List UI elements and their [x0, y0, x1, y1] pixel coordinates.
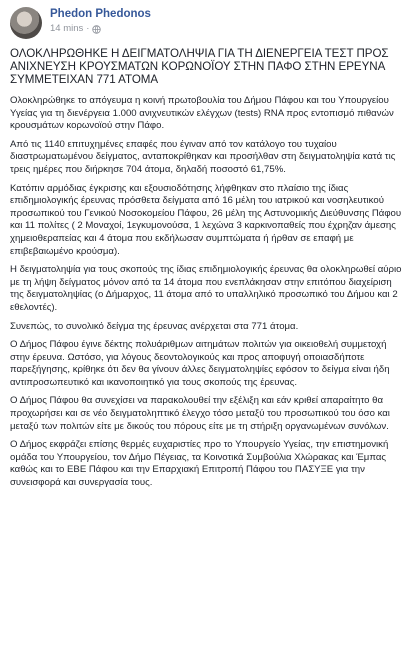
- post-meta: [50, 23, 151, 35]
- post-paragraph: Ο Δήμος εκφράζει επίσης θερμές ευχαριστίες προ το Υπουργείο Υγείας, την επιστημονική ομάδα του Υπουργείου, τον Δήμο Πέγειας, τα Κοινοτικά Συμβούλια Χλώρακας και Έμπας καθώς και το ΕΒΕ Πάφου και την Επαρχιακή Επιτροπή Πάφου του ΠΑΣΥΞΕ για την συνεισφορά και συνεργασία τους.: [10, 439, 389, 489]
- post-title: ΟΛΟΚΛΗΡΩΘΗΚΕ Η ΔΕΙΓΜΑΤΟΛΗΨΙΑ ΓΙΑ ΤΗ ΔΙΕΝΕΡΓΕΙΑ ΤΕΣΤ ΠΡΟΣ ΑΝΙΧΝΕΥΣΗ ΚΡΟΥΣΜΑΤΩΝ ΚΟΡΩΝΟΪΟΥ ΣΤΗΝ ΠΑΦΟ ΣΤΗΝ ΕΡΕΥΝΑ ΣΥΜΜΕΤΕΙΧΑΝ 771 ΑΤΟΜΑ: [10, 47, 389, 86]
- post-header: [10, 6, 407, 44]
- post-paragraph: Ολοκληρώθηκε το απόγευμα η κοινή πρωτοβουλία του Δήμου Πάφου και του Υπουργείου Υγείας για τη διενέργεια 1.000 ανιχνευτικών ελέγχων (tests) RNA προς εντοπισμό πιθανών κρουσμάτων κορωνοϊού στην Πάφο.: [10, 95, 394, 132]
- author-name[interactable]: Phedon Phedonos: [50, 8, 151, 20]
- avatar[interactable]: [10, 7, 42, 39]
- post-body: [10, 47, 407, 490]
- post-time[interactable]: 14 mins: [50, 23, 84, 34]
- post-paragraph: Από τις 1140 επιτυχημένες επαφές που έγιναν από τον κατάλογο του τυχαίου διαστρωματωμένου δείγματος, ανταποκρίθηκαν και προσήλθαν στη δειγματοληψία κατά τις τρεις ημέρες που διήρκησε 704 άτομα, δηλαδή ποσοστό 61,75%.: [10, 138, 396, 175]
- post-paragraph: Συνεπώς, το συνολικό δείγμα της έρευνας ανέρχεται στα 771 άτομα.: [10, 320, 299, 332]
- author-block: [50, 6, 151, 35]
- post-paragraph: Η δειγματοληψία για τους σκοπούς της ίδιας επιδημιολογικής έρευνας θα ολοκληρωθεί αύριο με τη λήψη δείγματος μόνον από τα 14 άτομα που ενεπλάκησαν στην επιτόπου διαχείριση της δειγματοληψίας (ο Δήμαρχος, 11 άτομα από το υπαλληλικό προσωπικό του Δήμου και 2 εθελοντές).: [10, 264, 402, 313]
- post-paragraph: Ο Δήμος Πάφου θα συνεχίσει να παρακολουθεί την εξέλιξη και εάν κριθεί απαραίτητο θα προχωρήσει και σε νέο δειγματοληπτικό έλεγχο τόσο μεταξύ του προσωπικού του όσο και μεταξύ των πολιτών είτε με δικούς του πόρους είτε με τη στήριξη οργανωμένων συνόλων.: [10, 395, 390, 432]
- separator-dot: ·: [86, 23, 90, 34]
- post-paragraph: Ο Δήμος Πάφου έγινε δέκτης πολυάριθμων αιτημάτων πολιτών για οικειοθελή συμμετοχή στην έρευνα. Ωστόσο, για λόγους δεοντολογικούς και προς αποφυγή οποιασδήποτε παρεξήγησης, κρίθηκε ότι δεν θα γίνουν άλλες δειγματοληψίες εφόσον το δείγμα είναι ήδη αντιπροσωπευτικό και ικανοποιητικό για τους σκοπούς της έρευνας.: [10, 339, 390, 388]
- post-paragraph: Κατόπιν αρμόδιας έγκρισης και εξουσιοδότησης λήφθηκαν στο πλαίσιο της ίδιας επιδημιολογικής έρευνας πρόσθετα δείγματα από 16 μέλη του ιατρικού και νοσηλευτικού προσωπικού του Γενικού Νοσοκομείου Πάφου, 26 μέλη της Αστυνομικής Διεύθυνσης Πάφου και 11 πολίτες ( 2 Μοναχοί, 1εγκυμονούσα, 1 λεχώνα 3 καρκινοπαθείς που έχρηζαν άμεσης χημειοθεραπείας και 4 άτομα που εκδήλωσαν συμπτώματα ή ήρθαν σε επαφή με επιβεβαιωμένο κρούσμα).: [10, 182, 402, 257]
- globe-icon[interactable]: [92, 25, 101, 34]
